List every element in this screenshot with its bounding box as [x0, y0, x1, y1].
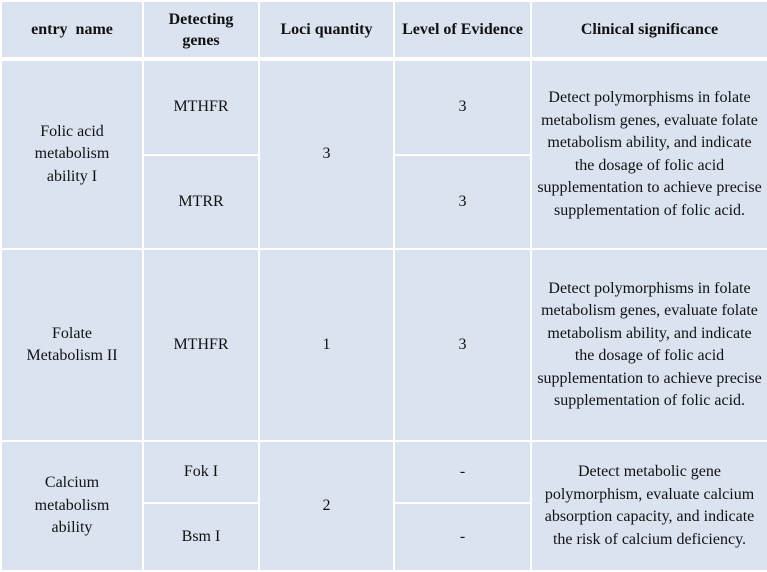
table-row	[1, 441, 767, 503]
clinical-significance-cell: Detect polymorphisms in folate metabolism genes, evaluate folate metabolism ability, and indicate the dosage of folic acid supplementation to achieve precise supplementation of folic acid.	[531, 59, 767, 249]
gene-cell: Fok I	[143, 441, 259, 503]
clinical-significance-cell: Detect polymorphisms in folate metabolism genes, evaluate folate metabolism ability, and indicate the dosage of folic acid supplementation to achieve precise supplementation of folic acid.	[531, 249, 767, 441]
table-row	[1, 249, 767, 441]
header-loci-quantity: Loci quantity	[259, 1, 394, 59]
gene-cell: MTRR	[143, 155, 259, 249]
entry-name-cell: Folic acid metabolism ability I	[1, 59, 143, 249]
evidence-level-cell: 3	[394, 59, 531, 155]
table-row	[1, 59, 767, 155]
loci-quantity-cell: 2	[259, 441, 394, 571]
loci-quantity-cell: 1	[259, 249, 394, 441]
gene-cell: MTHFR	[143, 249, 259, 441]
clinical-significance-cell: Detect metabolic gene polymorphism, evaluate calcium absorption capacity, and indicate the risk of calcium deficiency.	[531, 441, 767, 571]
gene-cell: Bsm I	[143, 503, 259, 571]
evidence-level-cell: -	[394, 441, 531, 503]
evidence-level-cell: -	[394, 503, 531, 571]
entry-name-cell: Folate Metabolism II	[1, 249, 143, 441]
evidence-level-cell: 3	[394, 249, 531, 441]
gene-cell: MTHFR	[143, 59, 259, 155]
evidence-level-cell: 3	[394, 155, 531, 249]
entry-name-cell: Calcium metabolism ability	[1, 441, 143, 571]
header-detecting-genes: Detecting genes	[143, 1, 259, 59]
header-level-of-evidence: Level of Evidence	[394, 1, 531, 59]
header-clinical-significance: Clinical significance	[531, 1, 767, 59]
header-entry-name: entry name	[1, 1, 143, 59]
header-row	[1, 1, 767, 59]
loci-quantity-cell: 3	[259, 59, 394, 249]
